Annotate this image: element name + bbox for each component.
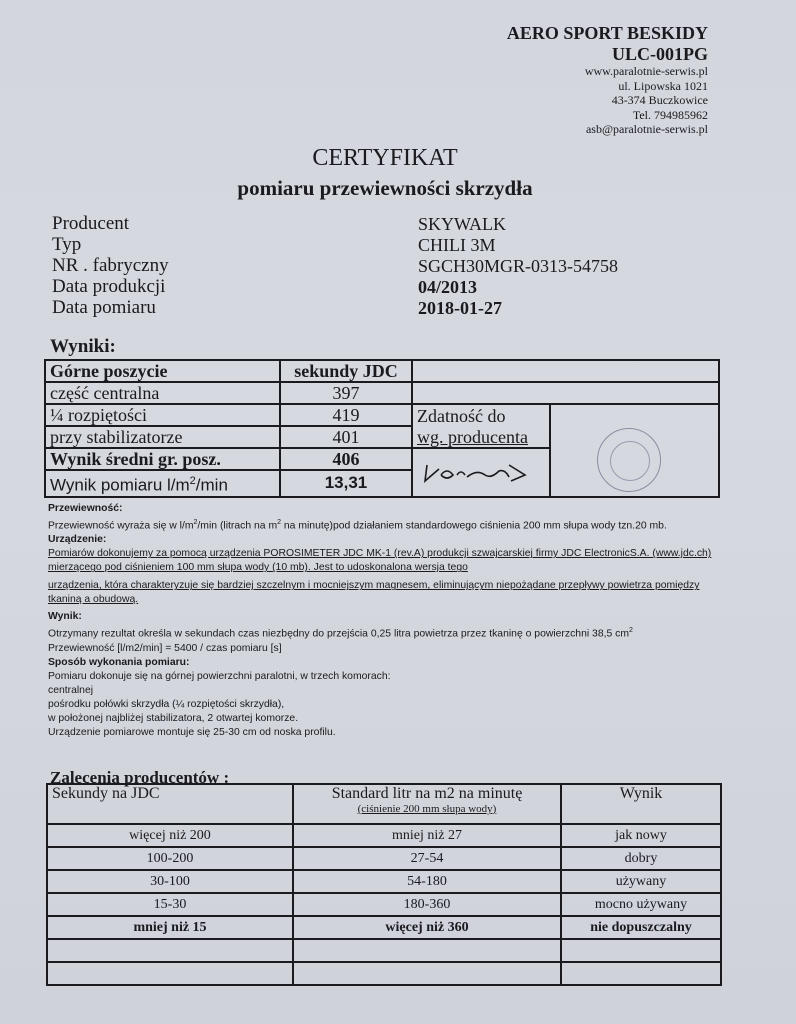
company-code: ULC-001PG [612,44,708,64]
rec-cell: więcej niż 200 [47,824,293,847]
rec-cell: 180-360 [293,893,561,916]
signature-cell [412,448,550,497]
field-label-serial: NR . fabryczny [52,255,169,276]
rec-cell: 54-180 [293,870,561,893]
rec-cell: mniej niż 27 [293,824,561,847]
company-email: asb@paralotnie-serwis.pl [585,122,708,136]
rec-cell: więcej niż 360 [293,916,561,939]
company-website: www.paralotnie-serwis.pl [584,64,708,78]
results-header-upper-surface: Górne poszycie [45,360,280,382]
field-label-producent: Producent [52,213,130,234]
results-header-seconds: sekundy JDC [280,360,412,382]
description-block [48,502,726,740]
results-row-label: ¼ rozpiętości [45,404,280,426]
rec-empty-cell [561,939,721,962]
results-row-label: przy stabilizatorze [45,426,280,448]
rec-cell: 15-30 [47,893,293,916]
results-row-label: część centralna [45,382,280,404]
rec-header-result: Wynik [561,784,721,824]
results-heading: Wyniki: [50,336,116,357]
page-title: CERTYFIKAT [312,145,458,171]
desc-method-line: Urządzenie pomiarowe montuje się 25-30 cm od noska profilu. [48,726,336,738]
desc-method-line: w położonej najbliżej stabilizatora, 2 otwartej komorze. [48,712,299,724]
page-subtitle: pomiaru przewiewności skrzydła [237,176,533,200]
measure-label: Wynik pomiaru $l/m^2/\min$ [45,470,280,497]
desc-heading-method: Sposób wykonania pomiaru: [48,656,190,668]
signature-icon [417,451,537,489]
desc-device-text-2: urządzenia, która charakteryzuje się bardziej szczelnym i mocniejszym magnesem, eliminującym niepożądane przepływy powietrza pomiędzy tkaniną a obudową. [48,580,700,606]
field-label-production-date: Data produkcji [52,276,166,297]
desc-heading-result: Wynik: [48,611,82,623]
rec-header-standard-sub: (ciśnienie 200 mm słupa wody) [357,803,497,815]
desc-result-text: Otrzymany rezultat określa w sekundach czas niezbędny do przejścia 0,25 litra powietrza przez tkaninę o powierzchni 38,5 $cm^2$ [48,627,633,640]
company-header [507,22,708,137]
stamp-icon [597,428,661,492]
company-name: AERO SPORT BESKIDY [506,23,708,43]
desc-device-text-1: Pomiarów dokonujemy za pomocą urządzenia POROSIMETER JDC MK-1 (rev.A) produkcji szwajcarskiej firmy JDC ElectronicS.A. (www.jdc.ch) mierzącego pod ciśnieniem 100 mm słupa wody (10 mb). Jest to udoskonalona wersja tego [48,548,712,574]
desc-heading-permeability: Przewiewność: [48,503,123,514]
field-value-serial: SGCH30MGR-0313-54758 [418,256,619,276]
rec-empty-cell [47,962,293,985]
rec-cell: 30-100 [47,870,293,893]
results-row-value: 419 [280,404,412,426]
desc-permeability-text: Przewiewność wyraża się w $l/m^2/\min$ (litrach na $m^2$ na minutę)pod działaniem standardowego ciśnienia 200 mm słupa wody tzn.20 mb. [48,519,667,532]
desc-heading-device: Urządzenie: [48,534,107,546]
recommendations-table [46,783,722,986]
rec-cell: mocno używany [561,893,721,916]
field-value-production-date: 04/2013 [418,277,478,297]
desc-method-line: Pomiaru dokonuje się na górnej powierzchni paralotni, w trzech komorach: [48,670,391,682]
rec-header-seconds: Sekundy na JDC [47,784,293,824]
results-row-value: 401 [280,426,412,448]
rec-empty-cell [47,939,293,962]
field-label-typ: Typ [52,234,82,255]
results-average-value: 406 [280,448,412,470]
rec-empty-cell [293,939,561,962]
fitness-label-bottom: wg. producenta [412,426,550,448]
field-value-producent: SKYWALK [418,214,506,234]
company-phone: Tel. 794985962 [632,107,708,122]
company-city: 43-374 Buczkowice [611,93,708,107]
results-empty-cell [412,360,719,382]
rec-empty-cell [293,962,561,985]
results-empty-cell [412,382,719,404]
rec-cell: nie dopuszczalny [561,916,721,939]
fitness-label-top: Zdatność do [412,404,550,426]
rec-empty-cell [561,962,721,985]
desc-result-formula: Przewiewność [l/m2/min] = 5400 / czas pomiaru [s] [48,642,282,654]
field-value-typ: CHILI 3M [418,235,496,255]
rec-cell: dobry [561,847,721,870]
recommendations-heading: Zalecenia producentów : [50,768,230,787]
measure-value: 13,31 [280,470,412,497]
rec-cell: jak nowy [561,824,721,847]
desc-method-line: pośrodku połówki skrzydła (¼ rozpiętości skrzydła), [48,698,285,710]
field-value-measure-date: 2018-01-27 [418,298,502,318]
field-label-measure-date: Data pomiaru [52,297,156,318]
rec-cell: 27-54 [293,847,561,870]
rec-cell: używany [561,870,721,893]
desc-method-line: centralnej [48,684,94,696]
results-row-value: 397 [280,382,412,404]
rec-header-standard: Standard litr na m2 na minutę (ciśnienie 200 mm słupa wody) [293,784,561,824]
rec-cell: mniej niż 15 [47,916,293,939]
results-average-label: Wynik średni gr. posz. [45,448,280,470]
company-street: ul. Lipowska 1021 [618,78,708,93]
rec-cell: 100-200 [47,847,293,870]
